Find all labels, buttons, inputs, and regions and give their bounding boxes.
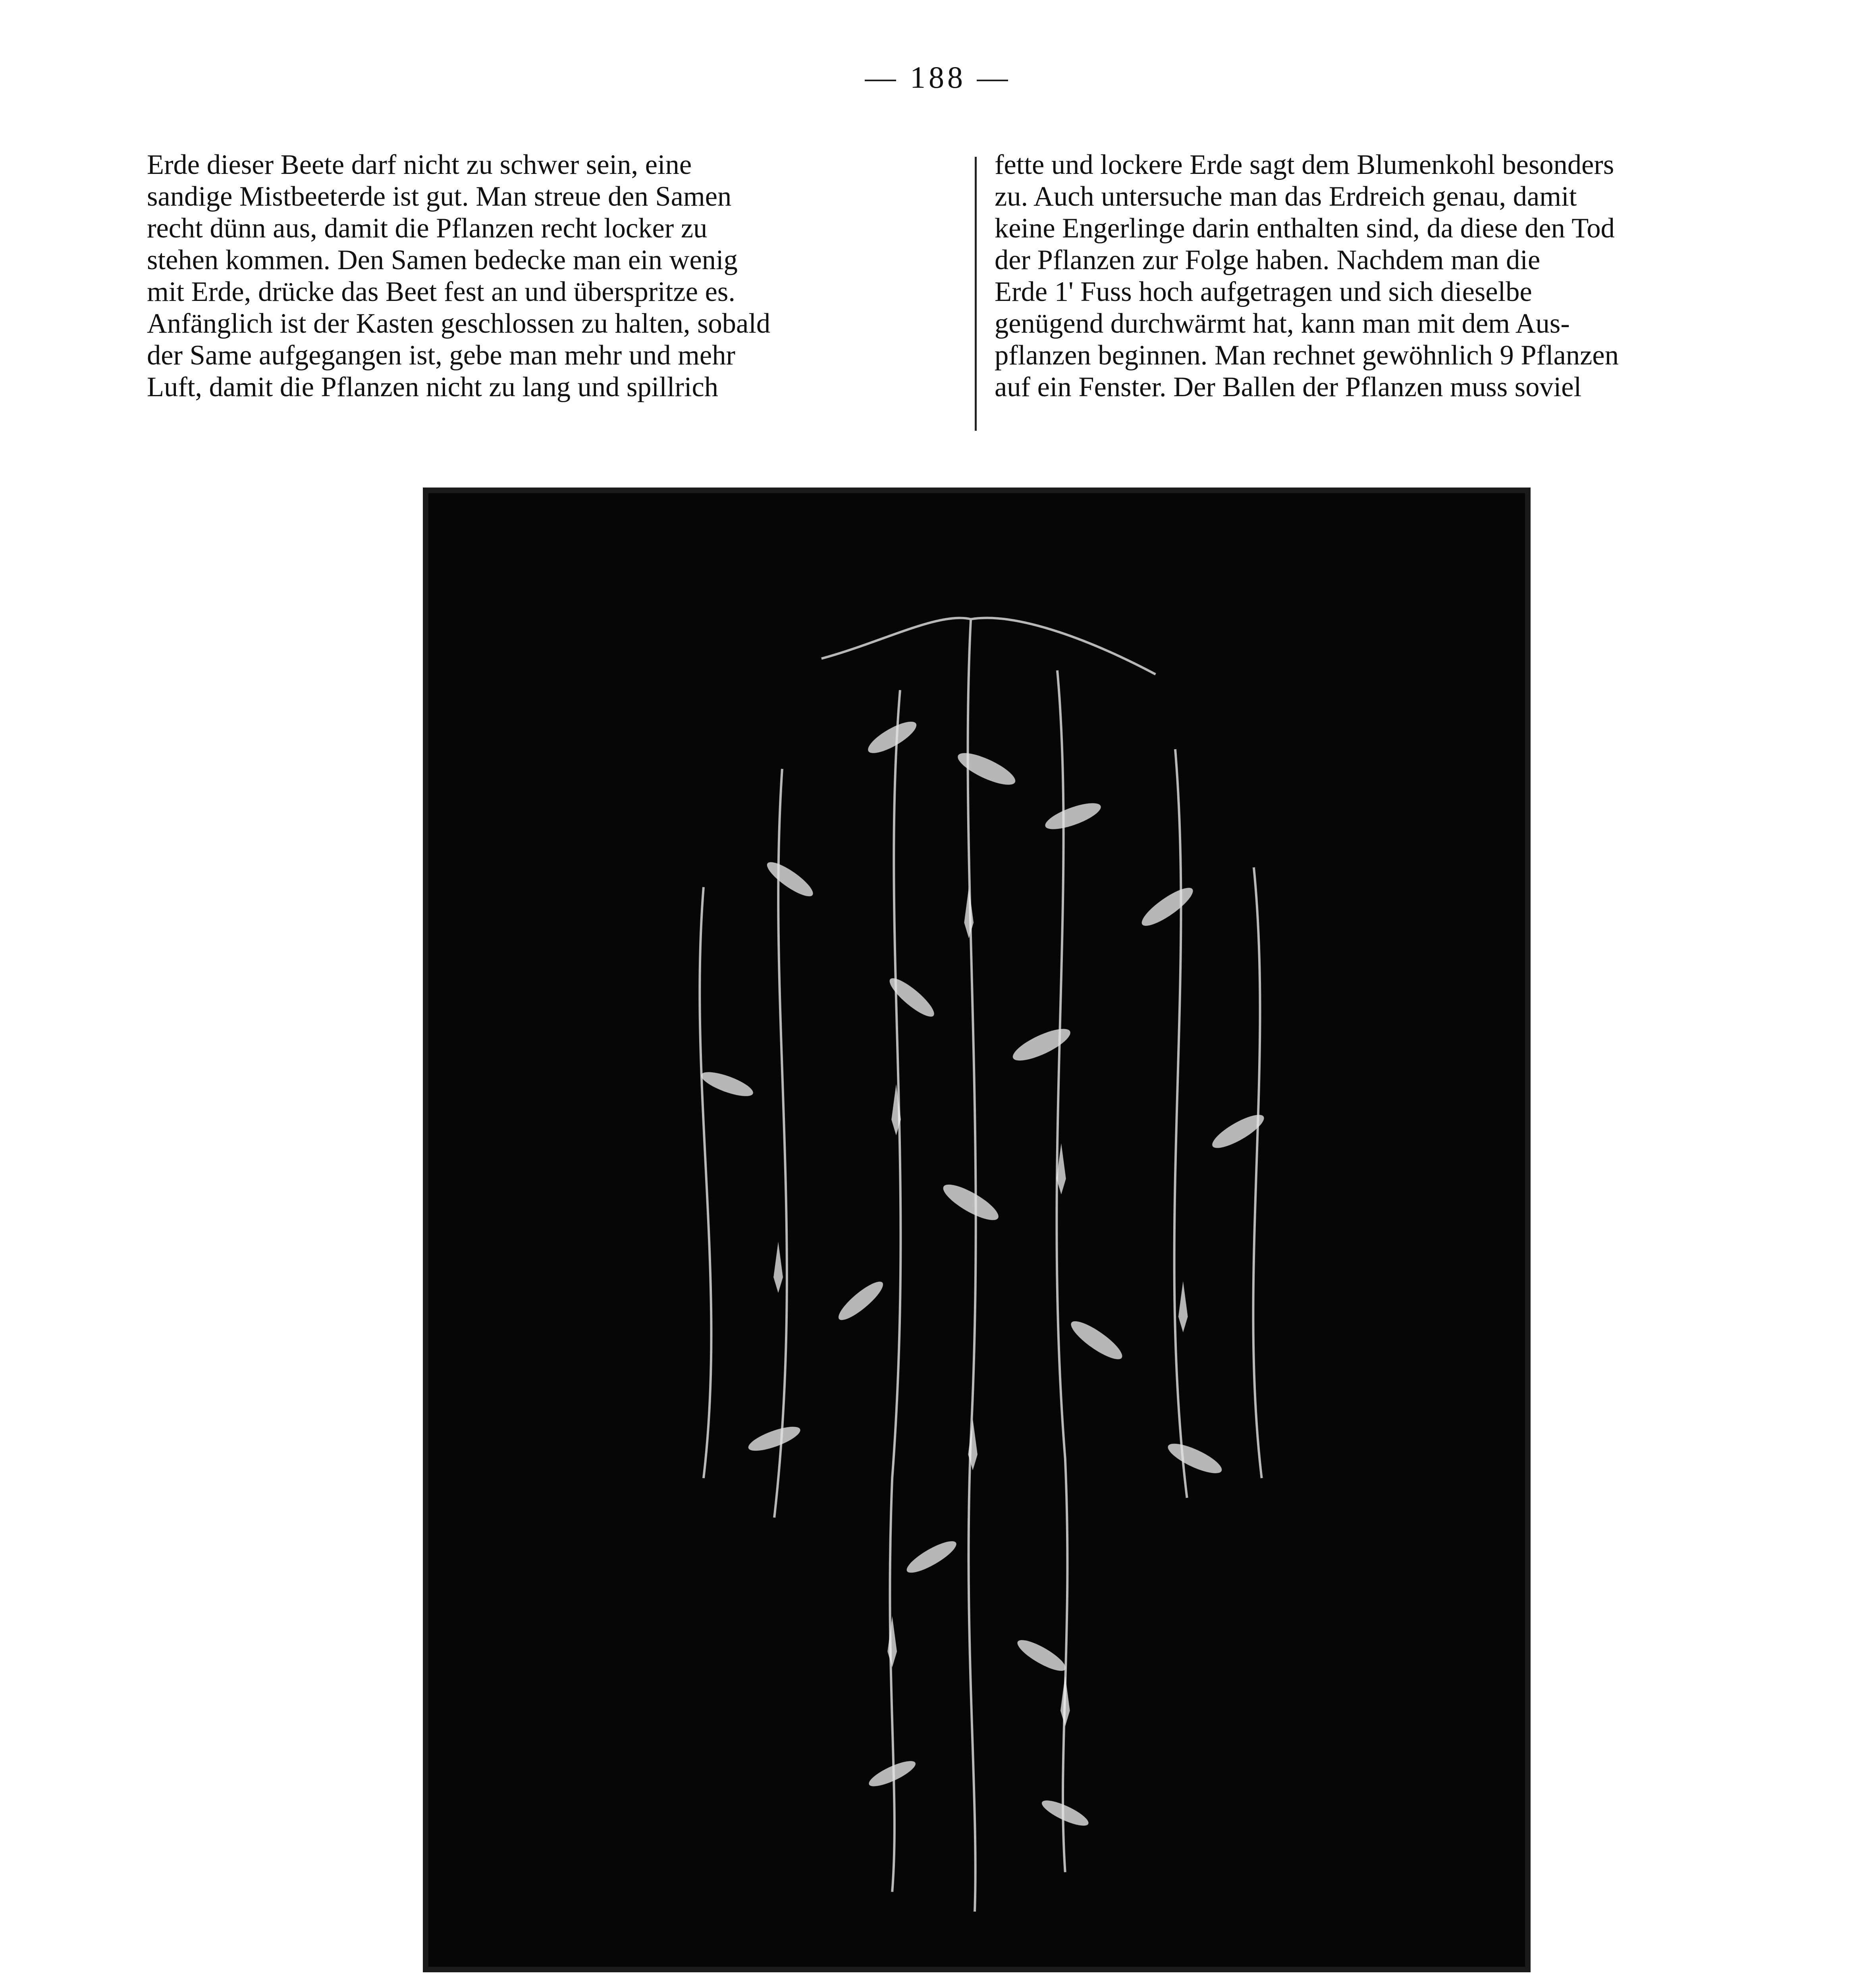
- text-column-top-right: [995, 149, 1809, 403]
- text-line: zu. Auch untersuche man das Erdreich genau, damit: [995, 181, 1577, 212]
- text-line: recht dünn aus, damit die Pflanzen recht locker zu: [147, 213, 708, 244]
- text-line: Erde 1' Fuss hoch aufgetragen und sich dieselbe: [995, 276, 1532, 307]
- text-line: stehen kommen. Den Samen bedecke man ein wenig: [147, 245, 738, 276]
- plant-illustration: [428, 493, 1525, 1967]
- text-line: Luft, damit die Pflanzen nicht zu lang und spillrich: [147, 372, 719, 403]
- text-line: Anfänglich ist der Kasten geschlossen zu halten, sobald: [147, 308, 771, 339]
- text-line: auf ein Fenster. Der Ballen der Pflanzen muss soviel: [995, 372, 1582, 403]
- text-line: sandige Mistbeeterde ist gut. Man streue den Samen: [147, 181, 732, 212]
- text-line: der Pflanzen zur Folge haben. Nachdem man die: [995, 245, 1541, 276]
- fuchsia-photograph: [423, 488, 1531, 1972]
- page-number: — 188 —: [865, 60, 1011, 94]
- text-line: genügend durchwärmt hat, kann man mit dem Aus-: [995, 308, 1570, 339]
- text-line: Erde dieser Beete darf nicht zu schwer sein, eine: [147, 149, 692, 180]
- text-line: mit Erde, drücke das Beet fest an und überspritze es.: [147, 276, 735, 307]
- text-line: fette und lockere Erde sagt dem Blumenkohl besonders: [995, 149, 1614, 180]
- text-line: pflanzen beginnen. Man rechnet gewöhnlich 9 Pflanzen: [995, 340, 1619, 371]
- text-line: keine Engerlinge darin enthalten sind, da diese den Tod: [995, 213, 1615, 244]
- text-column-top-left: [147, 149, 957, 403]
- column-divider: [975, 157, 977, 431]
- text-line: der Same aufgegangen ist, gebe man mehr und mehr: [147, 340, 735, 371]
